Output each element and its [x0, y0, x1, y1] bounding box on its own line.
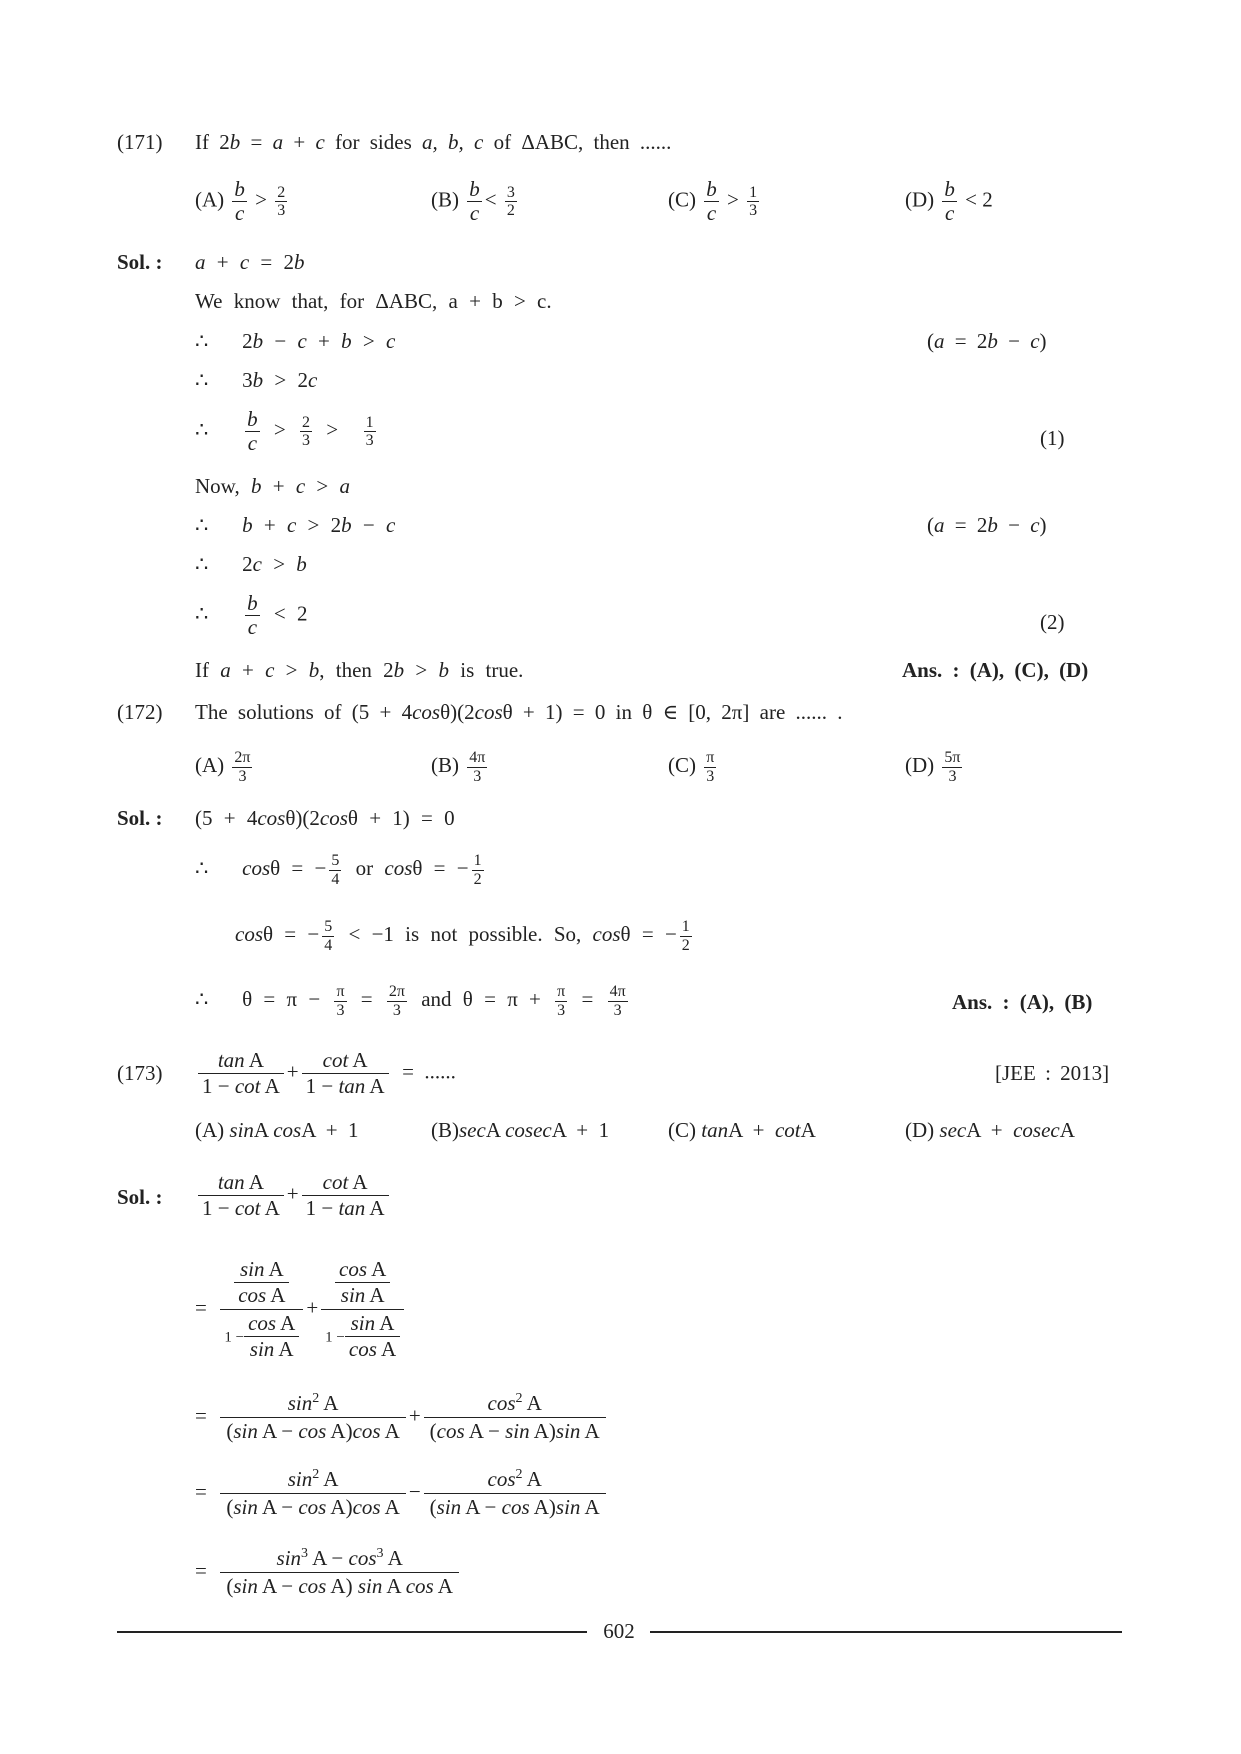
option-a: (A) $\frac{2\pi}{3}$ — [195, 749, 251, 785]
question-expression: $\frac{\text{tan A}}{\text{1 − cot A}}$ + $\frac{\text{cot A}}{\text{1 − tan A}}$ = ...... — [195, 1048, 456, 1099]
solution-step: $\frac{\text{tan A}}{\text{1 − cot A}}$ + $\frac{\text{cot A}}{\text{1 − tan A}}$ — [195, 1170, 392, 1221]
option-label: (B) — [431, 187, 459, 212]
question-number: (173) — [117, 1061, 163, 1085]
solution-step: = $\frac{\sin^3 A - \cos^3 A}{\text{(sin A − cos A) sin A cos A}}$ — [195, 1545, 462, 1600]
question-text: If 2b = a + c for sides a, b, c of ΔABC, then ...... — [195, 130, 672, 154]
solution-step: cosθ = − $\frac{5}{4}$ < −1 is not possible. So, cosθ = − $\frac{1}{2}$ — [235, 918, 690, 954]
option-label: (A) — [195, 752, 225, 777]
solution-step: Now, b + c > a — [195, 474, 350, 498]
option-b: (B) $\frac{b}{c}$ < $\frac{3}{2}$ — [431, 177, 515, 226]
solution-step: ∴ 2b − c + b > c — [195, 329, 396, 353]
option-c: (C) tanA + cotA — [668, 1118, 816, 1142]
solution-step: ∴ θ = π − $\frac{\pi}{3}$ = $\frac{2\pi}{3}$ and θ = π + $\frac{\pi}{3}$ = $\frac{4\pi}{3}$ — [195, 983, 626, 1019]
option-label: (B) — [431, 752, 459, 777]
solution-label: Sol. : — [117, 250, 163, 274]
option-label: (C) — [668, 752, 696, 777]
option-d: (D) $\frac{b}{c}$ < 2 — [905, 177, 993, 226]
footer-rule-right — [650, 1631, 1122, 1633]
option-c: (C) $\frac{b}{c}$ > $\frac{1}{3}$ — [668, 177, 758, 226]
option-b: (B)secA cosecA + 1 — [431, 1118, 610, 1142]
option-label: (D) — [905, 187, 935, 212]
solution-label: Sol. : — [117, 1185, 163, 1209]
option-d: (D) secA + cosecA — [905, 1118, 1075, 1142]
option-label: (A) — [195, 1118, 225, 1142]
solution-label: Sol. : — [117, 806, 163, 830]
solution-step: a + c = 2b — [195, 250, 305, 274]
solution-step: = $\frac{\sin^2 A}{\text{(sin A − cos A)cos A}}$ + $\frac{\cos^2 A}{\text{(cos A − sin A)sin A}}$ — [195, 1390, 609, 1445]
option-d: (D) $\frac{5\pi}{3}$ — [905, 749, 961, 785]
step-note: (a = 2b − c) — [927, 329, 1047, 353]
source-tag: [JEE : 2013] — [995, 1061, 1110, 1085]
question-text: The solutions of (5 + 4cosθ)(2cosθ + 1) = 0 in θ ∈ [0, 2π] are ...... . — [195, 700, 843, 724]
answer: Ans. : (A), (B) — [952, 990, 1093, 1014]
option-label: (C) — [668, 1118, 696, 1142]
footer-rule-left — [117, 1631, 587, 1633]
option-label: (A) — [195, 187, 225, 212]
equation-number: (2) — [1040, 610, 1065, 634]
step-note: (a = 2b − c) — [927, 513, 1047, 537]
solution-step: = $\frac{\sin^2 A}{\text{(sin A − cos A)cos A}}$ − $\frac{\cos^2 A}{\text{(sin A − cos A)sin A}}$ — [195, 1466, 609, 1521]
solution-step: ∴ 2c > b — [195, 552, 307, 576]
option-label: (D) — [905, 1118, 935, 1142]
solution-step: ∴ 3b > 2c — [195, 368, 318, 392]
solution-step: ∴ b + c > 2b − c — [195, 513, 396, 537]
solution-step: ∴ $\frac{b}{c}$ > $\frac{2}{3}$ > $\frac{1}{3}$ — [195, 407, 374, 456]
option-label: (C) — [668, 187, 696, 212]
solution-step: = $\frac{\text{sin A}}{\text{cos A}}$ 1 − $\frac{\text{cos A}}{\text{sin A}}$ + $\frac{\text{cos A}}{\text{sin A}}$ 1 − $\frac{\text{sin A}}{\text{cos A}}$ — [195, 1256, 407, 1363]
solution-step: We know that, for ΔABC, a + b > c. — [195, 289, 552, 313]
page-number: 602 — [603, 1619, 635, 1643]
answer: Ans. : (A), (C), (D) — [902, 658, 1089, 682]
question-number: (172) — [117, 700, 163, 724]
option-c: (C) $\frac{\pi}{3}$ — [668, 749, 715, 785]
equation-number: (1) — [1040, 426, 1065, 450]
option-label: (D) — [905, 752, 935, 777]
solution-step: ∴ cosθ = − $\frac{5}{4}$ or cosθ = − $\frac{1}{2}$ — [195, 852, 482, 888]
option-a: (A) $\frac{b}{c}$ > $\frac{2}{3}$ — [195, 177, 286, 226]
option-a: (A) sinA cosA + 1 — [195, 1118, 359, 1142]
solution-step: (5 + 4cosθ)(2cosθ + 1) = 0 — [195, 806, 455, 830]
option-label: (B) — [431, 1118, 459, 1142]
option-b: (B) $\frac{4\pi}{3}$ — [431, 749, 486, 785]
solution-step: ∴ $\frac{b}{c}$ < 2 — [195, 591, 308, 640]
solution-step: If a + c > b, then 2b > b is true. — [195, 658, 524, 682]
question-number: (171) — [117, 130, 163, 154]
